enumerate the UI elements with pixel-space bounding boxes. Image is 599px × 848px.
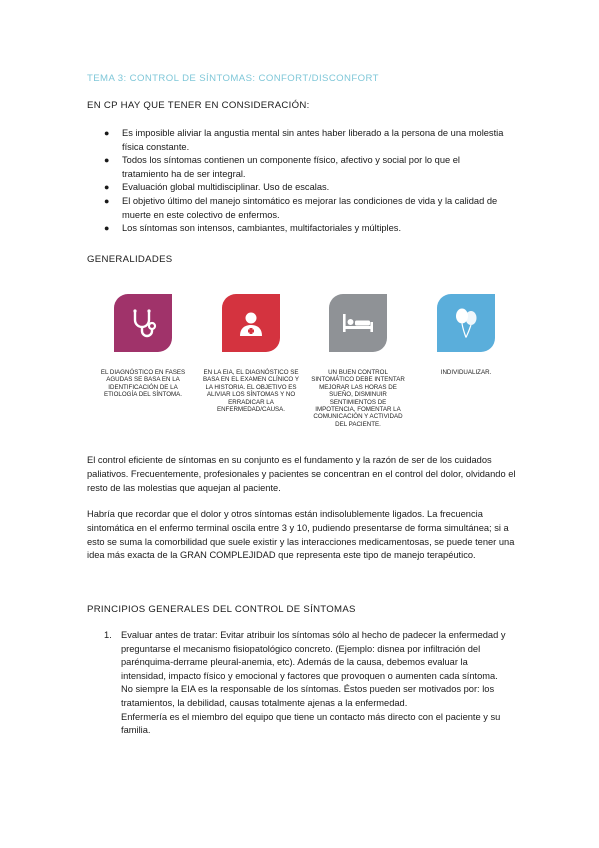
stethoscope-caption: EL DIAGNÓSTICO EN FASES AGUDAS SE BASA EN LA IDENTIFICACIÓN DE LA ETIOLOGÍA DEL SÍNTOMA.: [100, 369, 186, 399]
principle-text: Enfermería es el miembro del equipo que tiene un contacto más directo con el paciente y su familia.: [121, 711, 501, 736]
bullet-icon: ●: [104, 223, 110, 234]
list-item-text: Es imposible aliviar la angustia mental sin antes haber liberado a la persona de una molestia física constante.: [122, 128, 504, 152]
consideration-heading: EN CP HAY QUE TENER EN CONSIDERACIÓN:: [87, 100, 310, 111]
list-item-text: El objetivo último del manejo sintomático es mejorar las condiciones de vida y la calidad de muerte en este colectivo de enfermos.: [122, 195, 498, 220]
list-item-text: Los síntomas son intensos, cambiantes, multifactoriales y múltiples.: [122, 223, 402, 234]
balloons-icon: [451, 306, 481, 340]
doctor-card: [222, 294, 280, 352]
list-item: [104, 154, 504, 181]
consideration-list: [104, 127, 504, 236]
list-item: [104, 127, 504, 154]
balloons-card: [437, 294, 495, 352]
list-item-text: Todos los síntomas contienen un componente físico, afectivo y social por lo que el tratamiento ha de ser integral.: [122, 155, 460, 179]
list-item: [104, 181, 504, 195]
paragraph-1: El control eficiente de síntomas en su conjunto es el fundamento y la razón de ser de los cuidados paliativos. Frecuentemente, profesionales y pacientes se concentran en el control del dolor, olvidando el resto de las molestias que aquejan al paciente.: [87, 455, 516, 493]
list-item: [104, 195, 504, 222]
bullet-icon: ●: [104, 182, 110, 193]
bed-icon: [340, 310, 376, 336]
bullet-icon: ●: [104, 155, 110, 166]
balloons-caption: INDIVIDUALIZAR.: [440, 369, 492, 376]
principle-text: No siempre la EIA es la responsable de los síntomas. Éstos pueden ser motivados por: los tratamientos, la debilidad, causas totalmente ajenas a la enfermedad.: [121, 684, 495, 708]
generalidades-heading: GENERALIDADES: [87, 254, 173, 265]
stethoscope-card: [114, 294, 172, 352]
list-item-number: 1.: [104, 630, 112, 640]
bullet-icon: ●: [104, 195, 110, 206]
topic-title: TEMA 3: CONTROL DE SÍNTOMAS: CONFORT/DISCONFORT: [87, 73, 379, 84]
principles-list: [104, 629, 514, 738]
principle-text: Evaluar antes de tratar: Evitar atribuir los síntomas sólo al hecho de padecer la enfermedad y preguntarse el mecanismo fisiopatológico concreto. (Ejemplo: disnea por infiltración del parénquima-derrame pleural-anemia, etc). Además de la causa, debemos evaluar la intensidad, impacto físico y emocional y factores que provoquen o aumenten cada síntoma.: [121, 630, 506, 681]
paragraph-2: Habría que recordar que el dolor y otros síntomas están indisolublemente ligados. La frecuencia sintomática en el enfermo terminal oscila entre 3 y 10, pudiendo presentarse de forma simultánea; si a esto se suma la comorbilidad que suele existir y las interacciones medicamentosas, se puede tener una idea más exacta de la GRAN COMPLEJIDAD que representa este tipo de manejo terapéutico.: [87, 509, 515, 561]
list-item: [104, 629, 514, 738]
doctor-icon: [236, 308, 266, 338]
list-item-text: Evaluación global multidisciplinar. Uso de escalas.: [122, 182, 330, 193]
stethoscope-icon: [126, 306, 160, 340]
list-item: [104, 222, 504, 236]
bullet-icon: ●: [104, 128, 110, 138]
bed-card: [329, 294, 387, 352]
principles-heading: PRINCIPIOS GENERALES DEL CONTROL DE SÍNTOMAS: [87, 604, 356, 615]
infographic-row: [0, 294, 599, 444]
bed-caption: UN BUEN CONTROL SINTOMÁTICO DEBE INTENTAR MEJORAR LAS HORAS DE SUEÑO, DISMINUIR SENTIMIENTOS DE IMPOTENCIA, FOMENTAR LA COMUNICACIÓN Y ACTIVIDAD DEL PACIENTE.: [311, 369, 405, 428]
doctor-caption: EN LA EIA, EL DIAGNÓSTICO SE BASA EN EL EXAMEN CLÍNICO Y LA HISTORIA. EL OBJETIVO ES ALIVIAR LOS SÍNTOMAS Y NO ERRADICAR LA ENFERMEDAD/CAUSA.: [203, 369, 299, 414]
